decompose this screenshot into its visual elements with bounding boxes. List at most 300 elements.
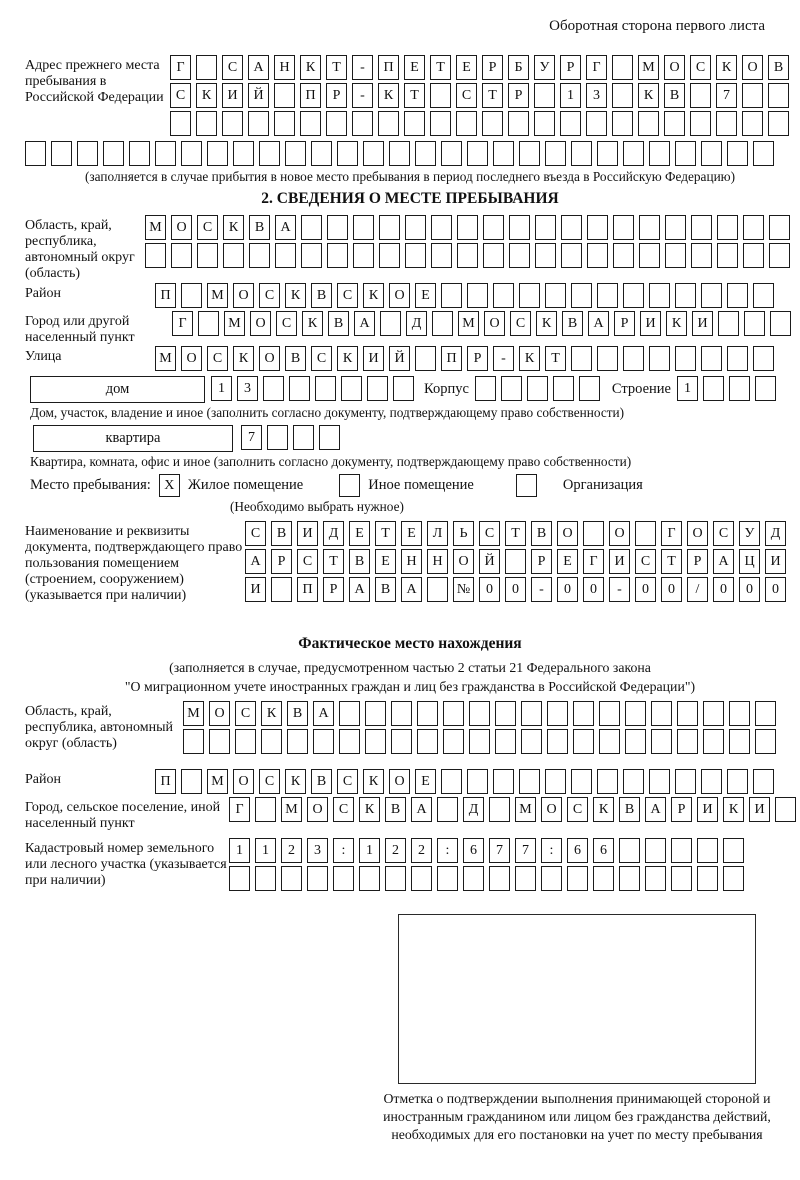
char-box[interactable]: 1 <box>560 83 581 108</box>
char-box[interactable] <box>493 283 514 308</box>
char-box[interactable]: С <box>456 83 477 108</box>
char-box[interactable] <box>597 769 618 794</box>
char-box[interactable]: Т <box>482 83 503 108</box>
char-box[interactable]: А <box>713 549 734 574</box>
char-box[interactable]: 2 <box>385 838 406 863</box>
char-box[interactable]: М <box>207 283 228 308</box>
char-box[interactable]: Т <box>323 549 344 574</box>
char-box[interactable]: 6 <box>567 838 588 863</box>
char-box[interactable] <box>467 283 488 308</box>
char-box[interactable]: К <box>337 346 358 371</box>
char-box[interactable]: О <box>742 55 763 80</box>
char-box[interactable]: Г <box>170 55 191 80</box>
char-box[interactable] <box>645 866 666 891</box>
char-box[interactable]: - <box>352 55 373 80</box>
char-box[interactable] <box>691 243 712 268</box>
char-box[interactable]: Е <box>349 521 370 546</box>
char-box[interactable] <box>249 243 270 268</box>
char-box[interactable] <box>326 111 347 136</box>
char-box[interactable]: А <box>248 55 269 80</box>
char-box[interactable] <box>209 729 230 754</box>
char-box[interactable]: Т <box>375 521 396 546</box>
char-box[interactable] <box>701 141 722 166</box>
char-box[interactable] <box>181 769 202 794</box>
char-box[interactable] <box>571 769 592 794</box>
char-box[interactable] <box>267 425 288 450</box>
char-box[interactable] <box>367 376 388 401</box>
char-box[interactable] <box>560 111 581 136</box>
char-box[interactable]: Е <box>404 55 425 80</box>
char-box[interactable]: В <box>664 83 685 108</box>
char-box[interactable]: 6 <box>463 838 484 863</box>
char-box[interactable]: У <box>739 521 760 546</box>
char-box[interactable] <box>613 243 634 268</box>
char-box[interactable] <box>255 797 276 822</box>
char-box[interactable]: О <box>259 346 280 371</box>
char-box[interactable] <box>612 55 633 80</box>
char-box[interactable]: 6 <box>593 838 614 863</box>
char-box[interactable]: К <box>638 83 659 108</box>
char-box[interactable] <box>675 346 696 371</box>
char-box[interactable] <box>625 729 646 754</box>
char-box[interactable] <box>259 141 280 166</box>
char-box[interactable] <box>527 376 548 401</box>
char-box[interactable]: С <box>276 311 297 336</box>
char-box[interactable]: В <box>385 797 406 822</box>
char-box[interactable]: Р <box>482 55 503 80</box>
char-box[interactable] <box>597 283 618 308</box>
char-box[interactable] <box>729 376 750 401</box>
char-box[interactable] <box>431 243 452 268</box>
char-box[interactable] <box>677 729 698 754</box>
char-box[interactable]: О <box>453 549 474 574</box>
char-box[interactable] <box>729 729 750 754</box>
char-box[interactable] <box>443 701 464 726</box>
char-box[interactable]: Т <box>505 521 526 546</box>
char-box[interactable]: М <box>183 701 204 726</box>
char-box[interactable] <box>690 83 711 108</box>
char-box[interactable]: В <box>271 521 292 546</box>
char-box[interactable] <box>690 111 711 136</box>
char-box[interactable] <box>457 215 478 240</box>
char-box[interactable] <box>171 243 192 268</box>
char-box[interactable] <box>483 215 504 240</box>
char-box[interactable] <box>639 243 660 268</box>
char-box[interactable] <box>229 866 250 891</box>
char-box[interactable]: Р <box>467 346 488 371</box>
char-box[interactable] <box>573 729 594 754</box>
char-box[interactable]: Н <box>427 549 448 574</box>
char-box[interactable]: С <box>222 55 243 80</box>
char-box[interactable] <box>519 769 540 794</box>
char-box[interactable]: Й <box>389 346 410 371</box>
char-box[interactable]: - <box>493 346 514 371</box>
char-box[interactable] <box>509 243 530 268</box>
char-box[interactable] <box>571 346 592 371</box>
char-box[interactable] <box>625 701 646 726</box>
char-box[interactable]: С <box>311 346 332 371</box>
char-box[interactable]: Г <box>586 55 607 80</box>
char-box[interactable] <box>196 55 217 80</box>
char-box[interactable]: / <box>687 577 708 602</box>
char-box[interactable] <box>489 797 510 822</box>
char-box[interactable] <box>430 111 451 136</box>
char-box[interactable] <box>599 729 620 754</box>
char-box[interactable] <box>545 141 566 166</box>
char-box[interactable] <box>501 376 522 401</box>
char-box[interactable]: А <box>245 549 266 574</box>
char-box[interactable] <box>405 243 426 268</box>
char-box[interactable] <box>489 866 510 891</box>
char-box[interactable]: С <box>337 769 358 794</box>
char-box[interactable] <box>263 376 284 401</box>
char-box[interactable] <box>352 111 373 136</box>
char-box[interactable] <box>727 769 748 794</box>
char-box[interactable] <box>337 141 358 166</box>
char-box[interactable]: С <box>259 769 280 794</box>
char-box[interactable]: 0 <box>739 577 760 602</box>
char-box[interactable]: К <box>723 797 744 822</box>
char-box[interactable] <box>742 83 763 108</box>
char-box[interactable]: О <box>664 55 685 80</box>
char-box[interactable]: М <box>224 311 245 336</box>
char-box[interactable] <box>25 141 46 166</box>
char-box[interactable] <box>571 283 592 308</box>
char-box[interactable]: К <box>593 797 614 822</box>
char-box[interactable] <box>129 141 150 166</box>
char-box[interactable] <box>671 838 692 863</box>
char-box[interactable] <box>339 729 360 754</box>
char-box[interactable]: Й <box>479 549 500 574</box>
char-box[interactable]: : <box>437 838 458 863</box>
char-box[interactable]: А <box>349 577 370 602</box>
char-box[interactable] <box>441 283 462 308</box>
char-box[interactable] <box>365 701 386 726</box>
char-box[interactable]: К <box>378 83 399 108</box>
char-box[interactable]: Т <box>661 549 682 574</box>
char-box[interactable] <box>437 797 458 822</box>
char-box[interactable]: К <box>233 346 254 371</box>
char-box[interactable] <box>311 141 332 166</box>
char-box[interactable] <box>613 215 634 240</box>
char-box[interactable] <box>365 729 386 754</box>
char-box[interactable]: И <box>692 311 713 336</box>
char-box[interactable] <box>612 83 633 108</box>
char-box[interactable] <box>482 111 503 136</box>
char-box[interactable] <box>145 243 166 268</box>
char-box[interactable] <box>432 311 453 336</box>
char-box[interactable] <box>495 729 516 754</box>
char-box[interactable]: Д <box>323 521 344 546</box>
char-box[interactable]: О <box>687 521 708 546</box>
char-box[interactable]: В <box>249 215 270 240</box>
char-box[interactable]: 1 <box>255 838 276 863</box>
char-box[interactable]: 0 <box>713 577 734 602</box>
char-box[interactable]: А <box>588 311 609 336</box>
char-box[interactable] <box>427 577 448 602</box>
char-box[interactable] <box>181 141 202 166</box>
char-box[interactable] <box>635 521 656 546</box>
char-box[interactable] <box>623 283 644 308</box>
char-box[interactable]: С <box>690 55 711 80</box>
char-box[interactable] <box>623 346 644 371</box>
char-box[interactable] <box>729 701 750 726</box>
char-box[interactable]: К <box>519 346 540 371</box>
char-box[interactable] <box>768 83 789 108</box>
char-box[interactable] <box>475 376 496 401</box>
char-box[interactable] <box>519 283 540 308</box>
char-box[interactable]: Т <box>404 83 425 108</box>
char-box[interactable] <box>463 866 484 891</box>
char-box[interactable]: Р <box>323 577 344 602</box>
char-box[interactable]: 1 <box>229 838 250 863</box>
char-box[interactable]: Т <box>430 55 451 80</box>
house-type-box[interactable]: дом <box>30 376 205 403</box>
char-box[interactable] <box>301 243 322 268</box>
char-box[interactable]: Л <box>427 521 448 546</box>
char-box[interactable] <box>509 215 530 240</box>
char-box[interactable] <box>51 141 72 166</box>
char-box[interactable] <box>441 769 462 794</box>
char-box[interactable]: 7 <box>716 83 737 108</box>
char-box[interactable] <box>755 376 776 401</box>
char-box[interactable]: О <box>250 311 271 336</box>
char-box[interactable] <box>534 83 555 108</box>
char-box[interactable] <box>456 111 477 136</box>
char-box[interactable]: 1 <box>211 376 232 401</box>
char-box[interactable] <box>675 141 696 166</box>
char-box[interactable] <box>431 215 452 240</box>
char-box[interactable]: К <box>261 701 282 726</box>
char-box[interactable] <box>753 283 774 308</box>
char-box[interactable] <box>307 866 328 891</box>
char-box[interactable] <box>665 243 686 268</box>
char-box[interactable]: И <box>609 549 630 574</box>
char-box[interactable]: О <box>233 283 254 308</box>
char-box[interactable]: Г <box>172 311 193 336</box>
char-box[interactable] <box>391 729 412 754</box>
char-box[interactable]: 3 <box>307 838 328 863</box>
char-box[interactable] <box>649 346 670 371</box>
char-box[interactable]: В <box>285 346 306 371</box>
char-box[interactable]: 0 <box>765 577 786 602</box>
char-box[interactable]: П <box>297 577 318 602</box>
char-box[interactable] <box>181 283 202 308</box>
char-box[interactable]: М <box>458 311 479 336</box>
char-box[interactable] <box>353 215 374 240</box>
char-box[interactable] <box>515 866 536 891</box>
char-box[interactable] <box>467 141 488 166</box>
char-box[interactable] <box>207 141 228 166</box>
char-box[interactable] <box>649 769 670 794</box>
char-box[interactable] <box>770 311 791 336</box>
char-box[interactable]: С <box>259 283 280 308</box>
char-box[interactable] <box>561 215 582 240</box>
char-box[interactable] <box>393 376 414 401</box>
char-box[interactable]: С <box>337 283 358 308</box>
char-box[interactable] <box>430 83 451 108</box>
char-box[interactable] <box>493 769 514 794</box>
char-box[interactable]: Б <box>508 55 529 80</box>
char-box[interactable] <box>285 141 306 166</box>
char-box[interactable] <box>281 866 302 891</box>
char-box[interactable]: И <box>297 521 318 546</box>
char-box[interactable] <box>339 701 360 726</box>
char-box[interactable]: В <box>562 311 583 336</box>
char-box[interactable] <box>380 311 401 336</box>
char-box[interactable]: Д <box>406 311 427 336</box>
char-box[interactable]: А <box>354 311 375 336</box>
char-box[interactable]: О <box>233 769 254 794</box>
char-box[interactable] <box>405 215 426 240</box>
char-box[interactable]: Е <box>415 283 436 308</box>
char-box[interactable]: С <box>479 521 500 546</box>
char-box[interactable] <box>599 701 620 726</box>
char-box[interactable] <box>415 141 436 166</box>
char-box[interactable]: № <box>453 577 474 602</box>
char-box[interactable] <box>743 215 764 240</box>
char-box[interactable] <box>275 243 296 268</box>
char-box[interactable] <box>545 769 566 794</box>
char-box[interactable]: М <box>145 215 166 240</box>
char-box[interactable]: С <box>297 549 318 574</box>
char-box[interactable] <box>769 243 790 268</box>
char-box[interactable] <box>583 521 604 546</box>
char-box[interactable] <box>623 769 644 794</box>
char-box[interactable] <box>753 346 774 371</box>
char-box[interactable] <box>586 111 607 136</box>
char-box[interactable]: 0 <box>479 577 500 602</box>
char-box[interactable] <box>638 111 659 136</box>
char-box[interactable]: - <box>609 577 630 602</box>
char-box[interactable]: : <box>333 838 354 863</box>
char-box[interactable] <box>547 701 568 726</box>
char-box[interactable] <box>645 838 666 863</box>
char-box[interactable] <box>493 141 514 166</box>
char-box[interactable] <box>755 701 776 726</box>
char-box[interactable] <box>274 111 295 136</box>
char-box[interactable]: 0 <box>583 577 604 602</box>
char-box[interactable]: И <box>363 346 384 371</box>
char-box[interactable] <box>469 729 490 754</box>
char-box[interactable]: П <box>441 346 462 371</box>
char-box[interactable] <box>196 111 217 136</box>
char-box[interactable] <box>701 769 722 794</box>
char-box[interactable] <box>417 701 438 726</box>
char-box[interactable]: К <box>300 55 321 80</box>
char-box[interactable] <box>313 729 334 754</box>
char-box[interactable]: К <box>196 83 217 108</box>
char-box[interactable] <box>561 243 582 268</box>
char-box[interactable] <box>753 769 774 794</box>
char-box[interactable] <box>775 797 796 822</box>
char-box[interactable] <box>677 701 698 726</box>
char-box[interactable] <box>665 215 686 240</box>
char-box[interactable]: О <box>171 215 192 240</box>
char-box[interactable]: Р <box>531 549 552 574</box>
char-box[interactable]: В <box>349 549 370 574</box>
char-box[interactable]: 7 <box>241 425 262 450</box>
char-box[interactable] <box>222 111 243 136</box>
char-box[interactable]: О <box>209 701 230 726</box>
char-box[interactable]: А <box>645 797 666 822</box>
char-box[interactable]: У <box>534 55 555 80</box>
char-box[interactable] <box>457 243 478 268</box>
char-box[interactable] <box>404 111 425 136</box>
char-box[interactable] <box>573 701 594 726</box>
char-box[interactable] <box>437 866 458 891</box>
char-box[interactable] <box>587 243 608 268</box>
char-box[interactable]: Р <box>614 311 635 336</box>
char-box[interactable] <box>743 243 764 268</box>
char-box[interactable] <box>768 111 789 136</box>
char-box[interactable] <box>198 311 219 336</box>
char-box[interactable]: М <box>281 797 302 822</box>
char-box[interactable] <box>597 141 618 166</box>
char-box[interactable]: О <box>307 797 328 822</box>
char-box[interactable] <box>495 701 516 726</box>
char-box[interactable] <box>505 549 526 574</box>
char-box[interactable]: К <box>223 215 244 240</box>
char-box[interactable]: И <box>222 83 243 108</box>
char-box[interactable] <box>697 838 718 863</box>
char-box[interactable] <box>271 577 292 602</box>
char-box[interactable]: Е <box>456 55 477 80</box>
char-box[interactable] <box>649 141 670 166</box>
char-box[interactable] <box>744 311 765 336</box>
char-box[interactable]: С <box>235 701 256 726</box>
char-box[interactable]: С <box>333 797 354 822</box>
char-box[interactable]: К <box>363 769 384 794</box>
char-box[interactable] <box>703 376 724 401</box>
char-box[interactable] <box>553 376 574 401</box>
char-box[interactable] <box>727 346 748 371</box>
char-box[interactable]: С <box>197 215 218 240</box>
char-box[interactable]: О <box>609 521 630 546</box>
char-box[interactable] <box>703 729 724 754</box>
char-box[interactable]: В <box>531 521 552 546</box>
char-box[interactable]: Р <box>671 797 692 822</box>
char-box[interactable] <box>651 729 672 754</box>
char-box[interactable]: В <box>311 769 332 794</box>
char-box[interactable] <box>223 243 244 268</box>
char-box[interactable] <box>571 141 592 166</box>
char-box[interactable]: К <box>536 311 557 336</box>
char-box[interactable]: С <box>567 797 588 822</box>
char-box[interactable]: В <box>375 577 396 602</box>
char-box[interactable] <box>521 729 542 754</box>
char-box[interactable] <box>675 769 696 794</box>
char-box[interactable] <box>170 111 191 136</box>
char-box[interactable]: Р <box>326 83 347 108</box>
char-box[interactable]: О <box>484 311 505 336</box>
char-box[interactable]: 0 <box>557 577 578 602</box>
char-box[interactable]: И <box>765 549 786 574</box>
char-box[interactable]: О <box>389 283 410 308</box>
char-box[interactable] <box>293 425 314 450</box>
char-box[interactable] <box>508 111 529 136</box>
char-box[interactable]: 0 <box>635 577 656 602</box>
char-box[interactable] <box>327 215 348 240</box>
char-box[interactable]: К <box>285 283 306 308</box>
char-box[interactable]: К <box>363 283 384 308</box>
char-box[interactable] <box>353 243 374 268</box>
checkbox-organizaciya[interactable] <box>516 474 537 497</box>
char-box[interactable]: М <box>515 797 536 822</box>
char-box[interactable]: Р <box>687 549 708 574</box>
char-box[interactable] <box>723 866 744 891</box>
char-box[interactable] <box>619 866 640 891</box>
